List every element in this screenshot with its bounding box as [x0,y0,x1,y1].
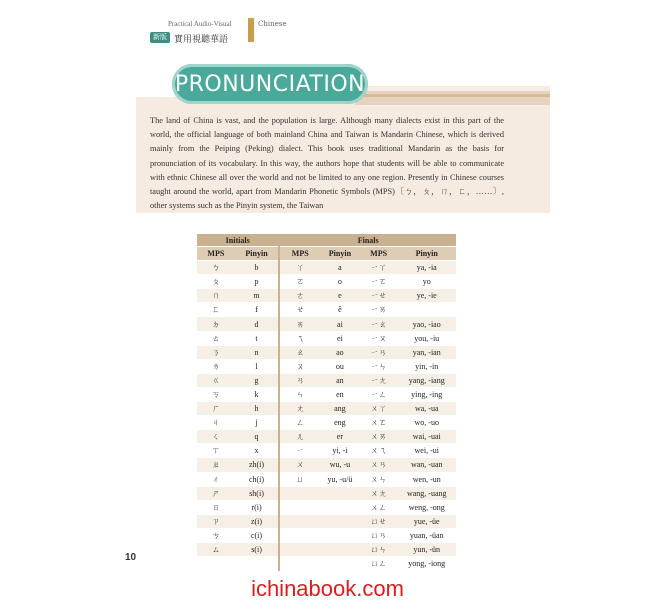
mps-cell: ㄇ [197,289,235,303]
pinyin-cell [320,557,360,571]
pinyin-cell: wai, -uai [397,430,456,444]
mps-cell: ㄥ [279,416,320,430]
mps-cell: ㄧㄥ [360,387,398,401]
pinyin-cell: k [235,387,280,401]
pinyin-cell: t [235,331,280,345]
pinyin-cell: m [235,289,280,303]
mps-cell: ㄧㄢ [360,345,398,359]
pinyin-cell: yo [397,275,456,289]
pinyin-cell: wang, -uang [397,486,456,500]
pinyin-cell: en [320,387,360,401]
pinyin-cell: weng, -ong [397,500,456,514]
pinyin-cell: wei, -ui [397,444,456,458]
mps-cell: ㄧㄝ [360,289,398,303]
pinyin-cell: eng [320,416,360,430]
mps-cell: ㄣ [279,387,320,401]
pinyin-cell: ya, -ia [397,261,456,275]
series-name: Practical Audio-Visual [168,20,232,28]
pinyin-cell [397,303,456,317]
mps-cell: ㄦ [279,430,320,444]
mps-cell: ㄨㄣ [360,472,398,486]
table-row [197,542,456,556]
intro-paragraph: The land of China is vast, and the population is large. Although many dialects exist in this part of the world, the official language of both mainland China and Taiwan is Mandarin Chinese, which is derived mainly from the Peiping (Peking) dialect. This book uses traditional Mandarin as the basis for pronunciation of its vocabulary. In this way, the authors hope that students will be able to communicate with ethnic Chinese all over the world and not be limited to any one region. Presently in Chinese courses taught around the world, apart from Mandarin Phonetic Symbols (MPS)〔ㄅ，ㄆ，ㄇ，ㄈ，……〕, other systems such as the Pinyin system, the Taiwan [150,116,504,211]
pinyin-cell: wa, -ua [397,402,456,416]
mps-cell: ㄖ [197,500,235,514]
watermark: ichinabook.com [251,576,404,601]
mps-cell: ㄨㄢ [360,458,398,472]
pinyin-cell: ying, -ing [397,387,456,401]
pinyin-cell: b [235,261,280,275]
col-pinyin: Pinyin [397,247,456,261]
mps-cell: ㄗ [197,514,235,528]
mps-cell [279,486,320,500]
initials-header: Initials [197,234,279,247]
section-title-banner [172,64,368,104]
mps-cell: ㄊ [197,331,235,345]
table-row [197,444,456,458]
pinyin-cell: n [235,345,280,359]
pinyin-cell [320,514,360,528]
mps-cell: ㄍ [197,373,235,387]
pinyin-cell: wan, -uan [397,458,456,472]
pinyin-cell: yin, -in [397,359,456,373]
mps-cell: ㄨㄚ [360,402,398,416]
pinyin-cell: ê [320,303,360,317]
mps-cell: ㄒ [197,444,235,458]
pinyin-cell: yang, -iang [397,373,456,387]
mps-cell: ㄤ [279,402,320,416]
mps-cell: ㄝ [279,303,320,317]
mps-cell: ㄆ [197,275,235,289]
pinyin-cell [235,557,280,571]
table-row [197,486,456,500]
table-body [197,261,456,571]
mps-cell [279,528,320,542]
pinyin-cell: e [320,289,360,303]
mps-cell: ㄅ [197,261,235,275]
series-subtitle: Chinese [258,20,287,28]
mps-cell: ㄑ [197,430,235,444]
pinyin-cell: o [320,275,360,289]
mps-cell: ㄨㄞ [360,430,398,444]
pinyin-cell: ai [320,317,360,331]
pinyin-cell: f [235,303,280,317]
mps-cell: ㄋ [197,345,235,359]
mps-cell: ㄧㄛ [360,275,398,289]
mps-cell: ㄘ [197,528,235,542]
pinyin-cell: d [235,317,280,331]
pinyin-cell: yao, -iao [397,317,456,331]
mps-cell: ㄨㄥ [360,500,398,514]
table-row [197,514,456,528]
book-header [150,18,290,58]
pinyin-cell: c(i) [235,528,280,542]
finals-header: Finals [279,234,456,247]
mps-cell: ㄧㄚ [360,261,398,275]
table-row [197,317,456,331]
mps-cell: ㄙ [197,542,235,556]
pinyin-cell: yue, -üe [397,514,456,528]
pinyin-cell: ou [320,359,360,373]
mps-cell [279,557,320,571]
pinyin-cell: a [320,261,360,275]
table-row [197,331,456,345]
mps-cell: ㄧㄠ [360,317,398,331]
table-row [197,345,456,359]
pinyin-cell: wu, -u [320,458,360,472]
mps-cell: ㄌ [197,359,235,373]
mps-cell: ㄨㄟ [360,444,398,458]
new-edition-badge: 新版 [150,32,170,43]
pinyin-cell: j [235,416,280,430]
series-divider [248,18,254,42]
pinyin-cell [320,542,360,556]
mps-cell: ㄎ [197,387,235,401]
mps-cell [279,514,320,528]
section-title: PRONUNCIATION [174,71,366,97]
pinyin-cell: yu, -u/ü [320,472,360,486]
pinyin-cell: h [235,402,280,416]
col-pinyin: Pinyin [320,247,360,261]
mps-cell: ㄩㄝ [360,514,398,528]
pinyin-cell: you, -iu [397,331,456,345]
pinyin-cell: yuan, -üan [397,528,456,542]
mps-cell [279,542,320,556]
mps-cell [197,557,235,571]
pinyin-cell: z(i) [235,514,280,528]
pinyin-cell: q [235,430,280,444]
table-row [197,430,456,444]
mps-cell: ㄨㄤ [360,486,398,500]
mps-cell: ㄧ [279,444,320,458]
mps-cell [279,500,320,514]
col-pinyin: Pinyin [235,247,280,261]
mps-cell: ㄠ [279,345,320,359]
pinyin-cell: wo, -uo [397,416,456,430]
mps-cell: ㄡ [279,359,320,373]
mps-cell: ㄏ [197,402,235,416]
col-mps: MPS [279,247,320,261]
mps-cell: ㄜ [279,289,320,303]
col-mps: MPS [360,247,398,261]
pinyin-cell: an [320,373,360,387]
pinyin-cell: p [235,275,280,289]
mps-cell: ㄐ [197,416,235,430]
pinyin-cell: yun, -ün [397,542,456,556]
pinyin-cell: yan, -ian [397,345,456,359]
table-row [197,373,456,387]
mps-cell: ㄨㄛ [360,416,398,430]
mps-cell: ㄕ [197,486,235,500]
mps-cell: ㄢ [279,373,320,387]
table-row [197,458,456,472]
book-title-chinese: 實用視聽華語 [174,35,229,45]
pinyin-cell [320,486,360,500]
table-row [197,275,456,289]
table-row [197,557,456,571]
table-row [197,359,456,373]
mps-cell: ㄩㄥ [360,557,398,571]
pinyin-cell: l [235,359,280,373]
pinyin-cell: g [235,373,280,387]
mps-cell: ㄩㄢ [360,528,398,542]
mps-cell: ㄧㄣ [360,359,398,373]
mps-cell: ㄧㄞ [360,303,398,317]
pinyin-cell: s(i) [235,542,280,556]
table-row [197,402,456,416]
mps-cell: ㄨ [279,458,320,472]
table-row [197,261,456,275]
table-row [197,303,456,317]
mps-cell: ㄧㄤ [360,373,398,387]
pinyin-cell: ye, -ie [397,289,456,303]
table-row [197,472,456,486]
pinyin-cell [320,528,360,542]
pinyin-cell [320,500,360,514]
pinyin-cell: yi, -i [320,444,360,458]
pinyin-cell: ang [320,402,360,416]
mps-cell: ㄧㄡ [360,331,398,345]
mps-cell: ㄩ [279,472,320,486]
pinyin-cell: yong, -iong [397,557,456,571]
pinyin-cell: wen, -un [397,472,456,486]
col-mps: MPS [197,247,235,261]
pinyin-cell: x [235,444,280,458]
page-number: 10 [125,552,137,563]
pinyin-cell: sh(i) [235,486,280,500]
mps-cell: ㄔ [197,472,235,486]
table-row [197,387,456,401]
table-row [197,416,456,430]
table-row [197,500,456,514]
mps-cell: ㄟ [279,331,320,345]
mps-cell: ㄩㄣ [360,542,398,556]
pinyin-cell: ao [320,345,360,359]
pinyin-cell: ei [320,331,360,345]
table-row [197,289,456,303]
mps-cell: ㄞ [279,317,320,331]
mps-cell: ㄉ [197,317,235,331]
pinyin-cell: er [320,430,360,444]
pronunciation-table [197,234,456,571]
mps-cell: ㄓ [197,458,235,472]
pinyin-cell: ch(i) [235,472,280,486]
mps-cell: ㄚ [279,261,320,275]
mps-cell: ㄈ [197,303,235,317]
table-row [197,528,456,542]
pinyin-cell: zh(i) [235,458,280,472]
pinyin-cell: r(i) [235,500,280,514]
mps-cell: ㄛ [279,275,320,289]
banner-stripe-accent [355,94,550,97]
